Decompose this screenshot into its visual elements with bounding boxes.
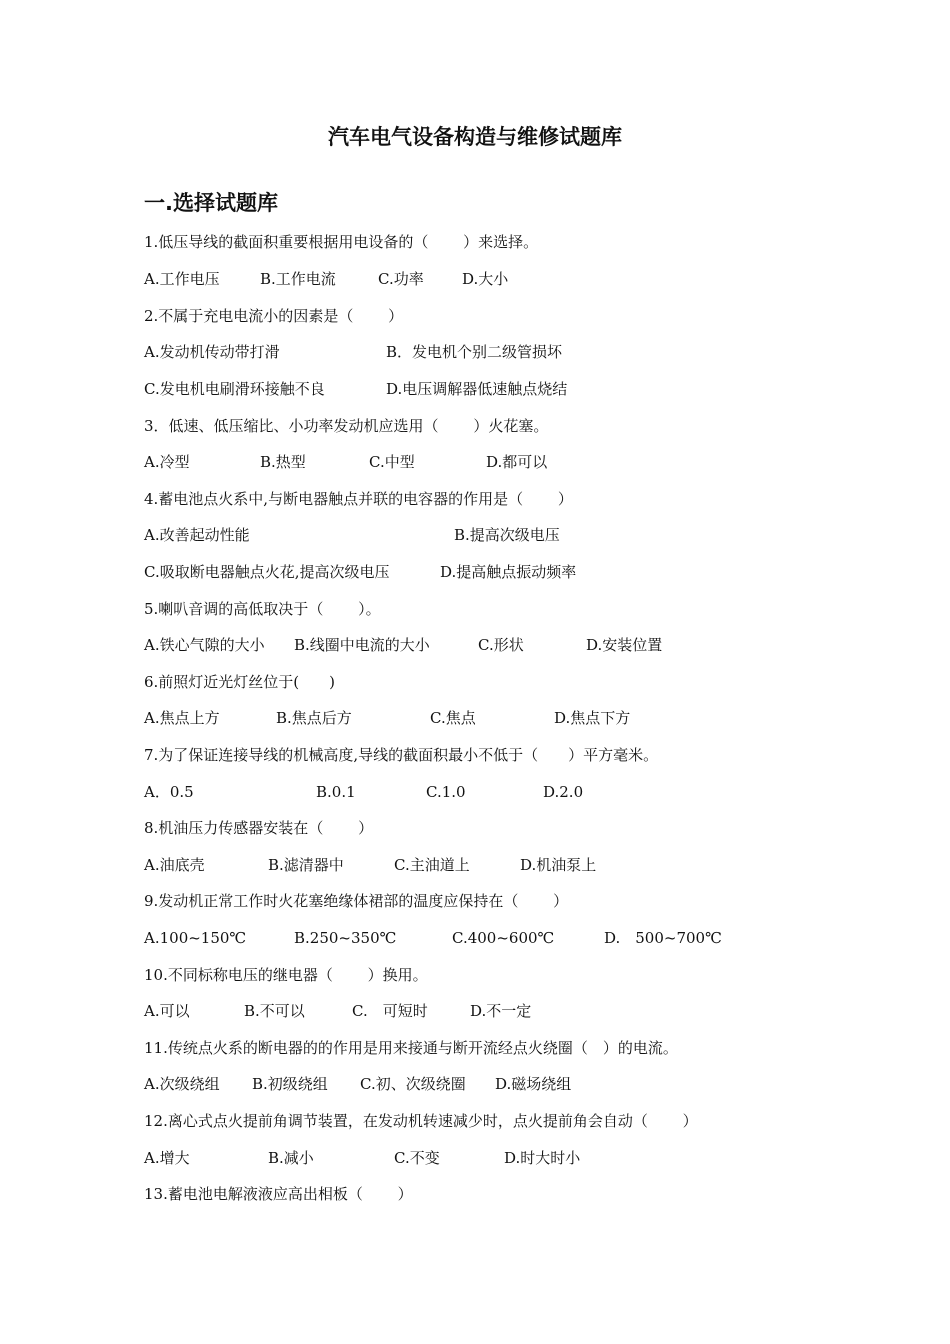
question-stem-8: 8.机油压力传感器安装在（ ）	[144, 819, 374, 837]
option-b: B.热型	[260, 453, 306, 471]
question-options-9	[144, 926, 722, 950]
option-d: D.不一定	[470, 1002, 532, 1020]
option-d: D. 500~700℃	[604, 929, 722, 947]
question-stem-7: 7.为了保证连接导线的机械高度,导线的截面积最小不低于（ ）平方毫米。	[144, 746, 659, 764]
option-c: C.不变	[394, 1149, 440, 1167]
question-stem-5: 5.喇叭音调的高低取决于（ ）。	[144, 600, 381, 618]
option-a: A.次级绕组	[144, 1075, 220, 1093]
option-a: A．0.5	[144, 783, 194, 801]
option-a: A.油底壳	[144, 856, 205, 874]
option-a: A.可以	[144, 1002, 190, 1020]
option-b: B.滤清器中	[268, 856, 344, 874]
option-b: B.250~350℃	[294, 929, 397, 947]
option-c: C. 可短时	[352, 1002, 428, 1020]
question-stem-11: 11.传统点火系的断电器的的作用是用来接通与断开流经点火绕圈（ ）的电流。	[144, 1039, 678, 1057]
option-c: C.吸取断电器触点火花,提高次级电压	[144, 563, 390, 581]
option-d: D.都可以	[486, 453, 548, 471]
option-a: A.焦点上方	[144, 709, 220, 727]
option-d: D.2.0	[543, 783, 584, 801]
option-a: A.增大	[144, 1149, 190, 1167]
option-c: C.发电机电刷滑环接触不良	[144, 380, 325, 398]
option-d: D.机油泵上	[520, 856, 597, 874]
option-b: B.0.1	[316, 783, 356, 801]
question-options-12	[144, 1146, 581, 1170]
question-options-4b	[144, 560, 577, 584]
option-a: A.100~150℃	[144, 929, 247, 947]
question-stem-6: 6.前照灯近光灯丝位于( )	[144, 673, 336, 691]
option-b: B.提高次级电压	[454, 526, 560, 544]
option-b: B.焦点后方	[276, 709, 352, 727]
question-stem-2: 2.不属于充电电流小的因素是（ ）	[144, 307, 404, 325]
option-a: A.铁心气隙的大小	[144, 636, 265, 654]
option-d: D.安装位置	[586, 636, 663, 654]
option-d: D.提高触点振动频率	[440, 563, 577, 581]
question-options-2b	[144, 377, 568, 401]
question-stem-9: 9.发动机正常工作时火花塞绝缘体裙部的温度应保持在（ ）	[144, 892, 569, 910]
option-c: C.400~600℃	[452, 929, 555, 947]
option-b: B．发电机个别二级管损坏	[386, 343, 563, 361]
question-stem-3: 3．低速、低压缩比、小功率发动机应选用（ ）火花塞。	[144, 417, 549, 435]
question-stem-12: 12.离心式点火提前角调节装置，在发动机转速减少时，点火提前角会自动（ ）	[144, 1112, 698, 1130]
question-options-3	[144, 450, 548, 474]
question-options-1	[144, 267, 509, 291]
option-b: B.减小	[268, 1149, 314, 1167]
document-title: 汽车电气设备构造与维修试题库	[328, 125, 622, 149]
option-d: D.电压调解器低速触点烧结	[386, 380, 568, 398]
option-d: D.磁场绕组	[495, 1075, 572, 1093]
option-a: A.改善起动性能	[144, 526, 250, 544]
option-a: A.工作电压	[144, 270, 220, 288]
option-c: C.主油道上	[394, 856, 470, 874]
option-c: C.1.0	[426, 783, 466, 801]
question-options-2a	[144, 340, 563, 364]
section-heading: 一.选择试题库	[144, 191, 278, 215]
question-options-5	[144, 633, 663, 657]
question-options-8	[144, 853, 597, 877]
option-a: A.发动机传动带打滑	[144, 343, 280, 361]
option-b: B.线圈中电流的大小	[294, 636, 430, 654]
option-a: A.冷型	[144, 453, 190, 471]
question-options-10	[144, 999, 532, 1023]
question-options-6	[144, 706, 631, 730]
option-b: B.工作电流	[260, 270, 336, 288]
option-d: D.时大时小	[504, 1149, 581, 1167]
option-c: C.形状	[478, 636, 524, 654]
option-b: B.初级绕组	[252, 1075, 328, 1093]
question-stem-1: 1.低压导线的截面积重要根据用电设备的（ ）来选择。	[144, 233, 539, 251]
question-options-7	[144, 780, 584, 804]
option-c: C.功率	[378, 270, 424, 288]
question-stem-10: 10.不同标称电压的继电器（ ）换用。	[144, 966, 428, 984]
option-d: D.大小	[462, 270, 509, 288]
option-c: C.初、次级绕圈	[360, 1075, 466, 1093]
option-d: D.焦点下方	[554, 709, 631, 727]
option-c: C.中型	[369, 453, 415, 471]
question-options-11	[144, 1072, 572, 1096]
question-stem-13: 13.蓄电池电解液液应高出相板（ ）	[144, 1185, 413, 1203]
option-c: C.焦点	[430, 709, 476, 727]
question-options-4a	[144, 523, 560, 547]
option-b: B.不可以	[244, 1002, 305, 1020]
question-stem-4: 4.蓄电池点火系中,与断电器触点并联的电容器的作用是（ ）	[144, 490, 573, 508]
